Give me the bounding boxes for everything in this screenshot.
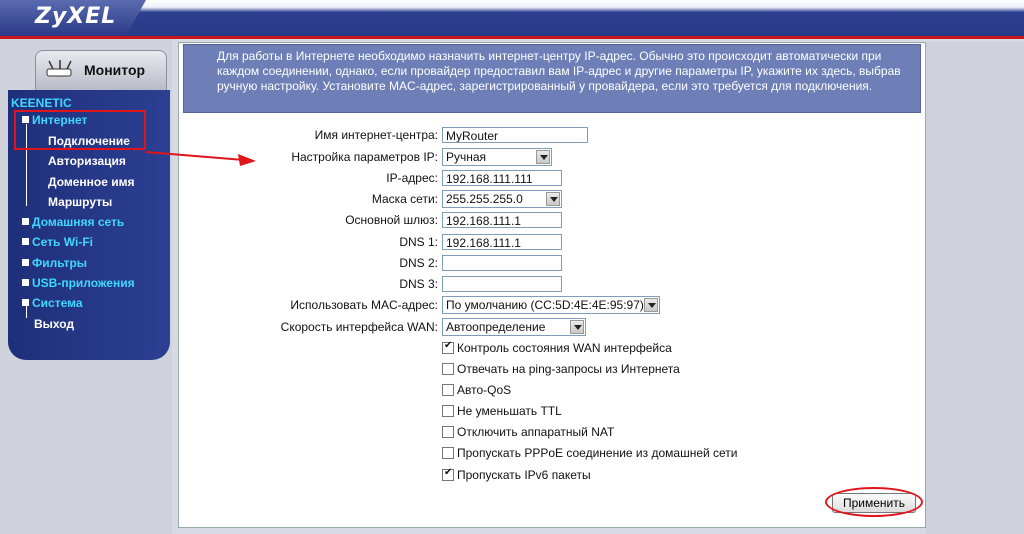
wan-speed-select[interactable] (442, 318, 586, 336)
gateway-input[interactable]: 192.168.111.1 (442, 212, 562, 228)
dns2-input[interactable] (442, 255, 562, 271)
wan-speed-label: Скорость интерфейса WAN: (280, 320, 438, 334)
dns1-input[interactable]: 192.168.111.1 (442, 234, 562, 250)
sidebar-item-routes[interactable] (48, 195, 112, 209)
chevron-down-icon (546, 192, 560, 206)
dns2-label: DNS 2: (399, 256, 438, 270)
sidebar-item-label: Интернет (32, 113, 88, 127)
apply-highlight-annotation (825, 487, 923, 517)
sidebar-item-domain-name[interactable] (48, 175, 135, 189)
ping-reply-label: Отвечать на ping-запросы из Интернета (457, 362, 680, 376)
sidebar-item-authorization[interactable] (48, 154, 126, 168)
dns1-label: DNS 1: (399, 235, 438, 249)
hw-nat-checkbox[interactable] (442, 426, 454, 438)
info-text: Для работы в Интернете необходимо назначить интернет-центру IP-адрес. Обычно это происходит автоматически при каждом соединении, однако, если провайдер предоставил вам IP-адрес и другие параметры IP, укажите их здесь, выбрав ручную настройку. Установите MAC-адрес, зарегистрированный у провайдера, если это требуется для подключения. (217, 49, 901, 93)
sidebar-item-label: Сеть Wi-Fi (32, 235, 93, 249)
right-margin (926, 42, 1024, 534)
ip-address-input[interactable]: 192.168.111.111 (442, 170, 562, 186)
top-bar (0, 0, 1024, 36)
mac-address-value: По умолчанию (CC:5D:4E:4E:95:97) (446, 298, 644, 312)
sidebar-item-filters[interactable] (22, 256, 87, 270)
sidebar-item-label: Фильтры (32, 256, 88, 270)
mac-address-select[interactable] (442, 296, 660, 314)
ip-setup-label: Настройка параметров IP: (291, 150, 438, 164)
monitor-tab-label: Монитор (84, 62, 146, 78)
router-icon (45, 59, 75, 79)
ping-reply-checkbox[interactable] (442, 363, 454, 375)
plus-icon (22, 279, 29, 286)
ip-setup-select[interactable] (442, 148, 552, 166)
chevron-down-icon (536, 150, 550, 164)
sidebar-item-wifi[interactable] (22, 235, 93, 249)
sidebar-item-label: Подключение (48, 134, 130, 148)
router-name-label: Имя интернет-центра: (314, 128, 438, 142)
sidebar-item-usb-apps[interactable] (22, 276, 135, 290)
auto-qos-label: Авто-QoS (457, 383, 512, 397)
wan-monitor-label: Контроль состояния WAN интерфейса (457, 341, 672, 355)
ttl-checkbox[interactable] (442, 405, 454, 417)
apply-button[interactable]: Применить (832, 493, 916, 513)
auto-qos-checkbox[interactable] (442, 384, 454, 396)
subnet-mask-select[interactable] (442, 190, 562, 208)
ipv6-passthrough-label: Пропускать IPv6 пакеты (457, 468, 591, 482)
plus-icon (22, 238, 29, 245)
chevron-down-icon (570, 320, 584, 334)
dns3-label: DNS 3: (399, 277, 438, 291)
ttl-label: Не уменьшать TTL (457, 404, 562, 418)
sidebar-item-logout[interactable] (34, 317, 74, 331)
router-name-input[interactable]: MyRouter (442, 127, 588, 143)
sidebar-item-label: Авторизация (48, 154, 126, 168)
ip-address-label: IP-адрес: (386, 171, 438, 185)
mac-address-label: Использовать MAC-адрес: (290, 298, 438, 312)
sidebar-item-system[interactable] (22, 296, 83, 310)
menu-highlight-annotation (14, 110, 146, 150)
plus-icon (22, 218, 29, 225)
hw-nat-label: Отключить аппаратный NAT (457, 425, 615, 439)
pppoe-passthrough-label: Пропускать PPPoE соединение из домашней сети (457, 446, 738, 460)
sidebar-item-label: Домашняя сеть (32, 215, 125, 229)
plus-icon (22, 299, 29, 306)
pppoe-passthrough-checkbox[interactable] (442, 447, 454, 459)
wan-speed-value: Автоопределение (446, 320, 546, 334)
sidebar-item-label: Доменное имя (48, 175, 135, 189)
subnet-mask-label: Маска сети: (371, 192, 438, 206)
plus-icon (22, 259, 29, 266)
sidebar-item-home-network[interactable] (22, 215, 124, 229)
ipv6-passthrough-checkbox[interactable] (442, 469, 454, 481)
sidebar-item-label: USB-приложения (32, 276, 135, 290)
chevron-down-icon (644, 298, 658, 312)
subnet-mask-value: 255.255.255.0 (446, 192, 523, 206)
sidebar-item-label: Выход (34, 317, 75, 331)
sidebar-item-label: Система (32, 296, 83, 310)
tree-line (26, 306, 27, 318)
monitor-tab[interactable] (35, 50, 167, 92)
ip-setup-value: Ручная (446, 150, 487, 164)
wan-monitor-checkbox[interactable] (442, 342, 454, 354)
dns3-input[interactable] (442, 276, 562, 292)
sidebar-item-label: Маршруты (48, 195, 113, 209)
gateway-label: Основной шлюз: (345, 213, 438, 227)
zyxel-logo: ZyXEL (35, 4, 117, 29)
menu-title: KEENETIC (11, 96, 72, 110)
